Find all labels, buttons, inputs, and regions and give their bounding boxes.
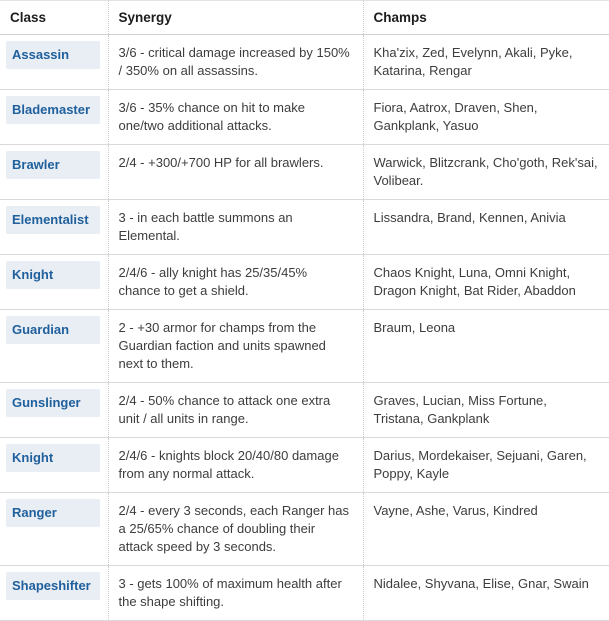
class-cell <box>0 566 108 621</box>
champs-cell: Fiora, Aatrox, Draven, Shen, Gankplank, Yasuo <box>363 90 609 145</box>
class-cell <box>0 200 108 255</box>
synergy-cell: 2/4 - +300/+700 HP for all brawlers. <box>108 145 363 200</box>
class-cell <box>0 493 108 566</box>
synergy-cell: 2/4 - every 3 seconds, each Ranger has a 25/65% chance of doubling their attack speed by 3 seconds. <box>108 493 363 566</box>
champs-cell: Darius, Mordekaiser, Sejuani, Garen, Poppy, Kayle <box>363 438 609 493</box>
synergy-cell: 2/4/6 - knights block 20/40/80 damage from any normal attack. <box>108 438 363 493</box>
class-cell <box>0 145 108 200</box>
class-link[interactable]: Ranger <box>6 499 100 527</box>
synergy-cell: 2 - +30 armor for champs from the Guardian faction and units spawned next to them. <box>108 310 363 383</box>
class-cell <box>0 255 108 310</box>
synergy-cell: 3/6 - critical damage increased by 150% / 350% on all assassins. <box>108 35 363 90</box>
class-link[interactable]: Elementalist <box>6 206 100 234</box>
class-cell <box>0 35 108 90</box>
champs-cell: Chaos Knight, Luna, Omni Knight, Dragon Knight, Bat Rider, Abaddon <box>363 255 609 310</box>
class-cell <box>0 310 108 383</box>
table-row <box>0 90 609 145</box>
column-header-class: Class <box>0 1 108 35</box>
synergy-cell: 2/4/6 - ally knight has 25/35/45% chance to get a shield. <box>108 255 363 310</box>
class-link[interactable]: Gunslinger <box>6 389 100 417</box>
class-link[interactable]: Knight <box>6 261 100 289</box>
champs-cell: Nidalee, Shyvana, Elise, Gnar, Swain <box>363 566 609 621</box>
table-row <box>0 493 609 566</box>
class-link[interactable]: Knight <box>6 444 100 472</box>
table-row <box>0 383 609 438</box>
champs-cell: Graves, Lucian, Miss Fortune, Tristana, Gankplank <box>363 383 609 438</box>
table-row <box>0 310 609 383</box>
synergy-cell: 3 - gets 100% of maximum health after the shape shifting. <box>108 566 363 621</box>
class-link[interactable]: Assassin <box>6 41 100 69</box>
champs-cell: Lissandra, Brand, Kennen, Anivia <box>363 200 609 255</box>
table-row <box>0 255 609 310</box>
class-link[interactable]: Guardian <box>6 316 100 344</box>
class-link[interactable]: Brawler <box>6 151 100 179</box>
table-row <box>0 566 609 621</box>
column-header-champs: Champs <box>363 1 609 35</box>
table-row <box>0 145 609 200</box>
class-cell <box>0 383 108 438</box>
table-row <box>0 35 609 90</box>
class-link[interactable]: Shapeshifter <box>6 572 100 600</box>
synergy-cell: 3/6 - 35% chance on hit to make one/two additional attacks. <box>108 90 363 145</box>
champs-cell: Kha'zix, Zed, Evelynn, Akali, Pyke, Katarina, Rengar <box>363 35 609 90</box>
champs-cell: Braum, Leona <box>363 310 609 383</box>
champs-cell: Vayne, Ashe, Varus, Kindred <box>363 493 609 566</box>
synergy-cell: 3 - in each battle summons an Elemental. <box>108 200 363 255</box>
header-row <box>0 1 609 35</box>
table-row <box>0 438 609 493</box>
class-cell <box>0 438 108 493</box>
column-header-synergy: Synergy <box>108 1 363 35</box>
class-cell <box>0 90 108 145</box>
class-link[interactable]: Blademaster <box>6 96 100 124</box>
table-row <box>0 200 609 255</box>
champs-cell: Warwick, Blitzcrank, Cho'goth, Rek'sai, Volibear. <box>363 145 609 200</box>
synergy-cell: 2/4 - 50% chance to attack one extra unit / all units in range. <box>108 383 363 438</box>
